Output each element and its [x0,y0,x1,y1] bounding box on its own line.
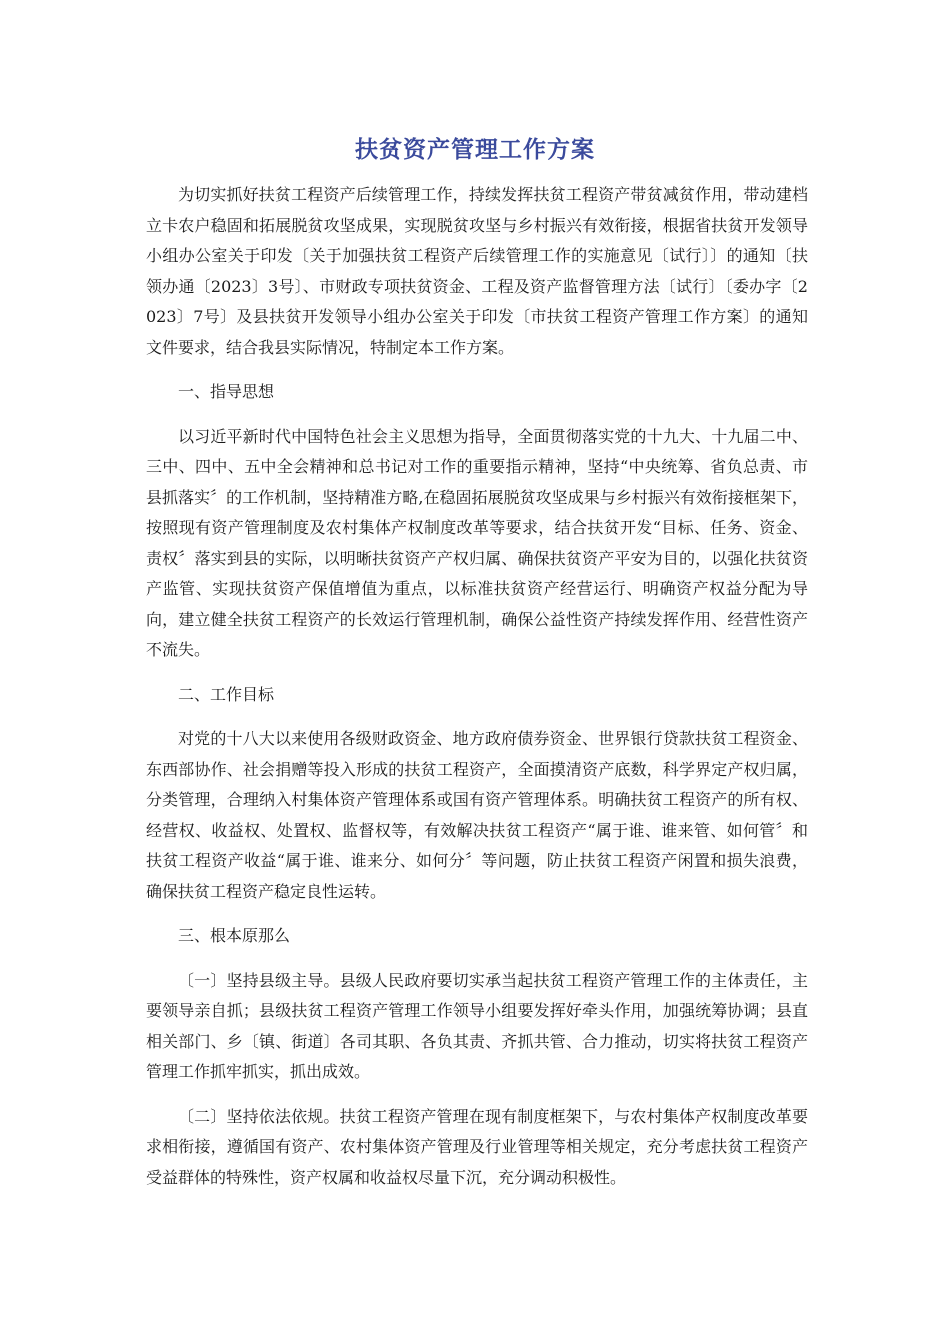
section-heading-work-goals: 二、工作目标 [178,684,275,704]
section-heading-basic-principles: 三、根本原那么 [178,926,291,945]
document-body [146,180,808,1207]
intro-paragraph: 为切实抓好扶贫工程资产后续管理工作，持续发挥扶贫工程资产带贫减贫作用，带动建档立卡农户稳固和拓展脱贫攻坚成果，实现脱贫攻坚与乡村振兴有效衔接，根据省扶贫开发领导小组办公室关于印发〔关于加强扶贫工程资产后续管理工作的实施意见〔试行〕〕的通知〔扶领办通〔2023〕3号〕、市财政专项扶贫资金、工程及资产监督管理方法〔试行〕〔委办字〔2023〕7号〕及县扶贫开发领导小组办公室关于印发〔市扶贫工程资产管理工作方案〕的通知文件要求，结合我县实际情况，特制定本工作方案。 [146,185,808,357]
document-title: 扶贫资产管理工作方案 [355,137,595,163]
work-goals-paragraph: 对党的十八大以来使用各级财政资金、地方政府债券资金、世界银行贷款扶贫工程资金、东西部协作、社会捐赠等投入形成的扶贫工程资产，全面摸清资产底数，科学界定产权归属，分类管理，合理纳入村集体资产管理体系或国有资产管理体系。明确扶贫工程资产的所有权、经营权、收益权、处置权、监督权等，有效解决扶贫工程资产“属于谁、谁来管、如何管〞和扶贫工程资产收益“属于谁、谁来分、如何分〞等问题，防止扶贫工程资产闲置和损失浪费，确保扶贫工程资产稳定良性运转。 [146,729,808,901]
guiding-ideology-paragraph: 以习近平新时代中国特色社会主义思想为指导，全面贯彻落实党的十九大、十九届二中、三中、四中、五中全会精神和总书记对工作的重要指示精神，坚持“中央统筹、省负总责、市县抓落实〞的工作机制，坚持精准方略,在稳固拓展脱贫攻坚成果与乡村振兴有效衔接框架下，按照现有资产管理制度及农村集体产权制度改革等要求，结合扶贫开发“目标、任务、资金、责权〞落实到县的实际，以明晰扶贫资产产权归属、确保扶贫资产平安为目的，以强化扶贫资产监管、实现扶贫资产保值增值为重点，以标准扶贫资产经营运行、明确资产权益分配为导向，建立健全扶贫工程资产的长效运行管理机制，确保公益性资产持续发挥作用、经营性资产不流失。 [146,426,808,659]
principle-county-leading-paragraph: 〔一〕坚持县级主导。县级人民政府要切实承当起扶贫工程资产管理工作的主体责任，主要领导亲自抓；县级扶贫工程资产管理工作领导小组要发挥好牵头作用，加强统筹协调；县直相关部门、乡〔镇、街道〕各司其职、各负其责、齐抓共管、合力推动，切实将扶贫工程资产管理工作抓牢抓实，抓出成效。 [146,970,808,1081]
section-heading-guiding-ideology: 一、指导思想 [178,382,275,401]
principle-lawful-paragraph: 〔二〕坚持依法依规。扶贫工程资产管理在现有制度框架下，与农村集体产权制度改革要求相衔接，遵循国有资产、农村集体资产管理及行业管理等相关规定，充分考虑扶贫工程资产受益群体的特殊性，资产权属和收益权尽量下沉，充分调动积极性。 [146,1106,808,1187]
